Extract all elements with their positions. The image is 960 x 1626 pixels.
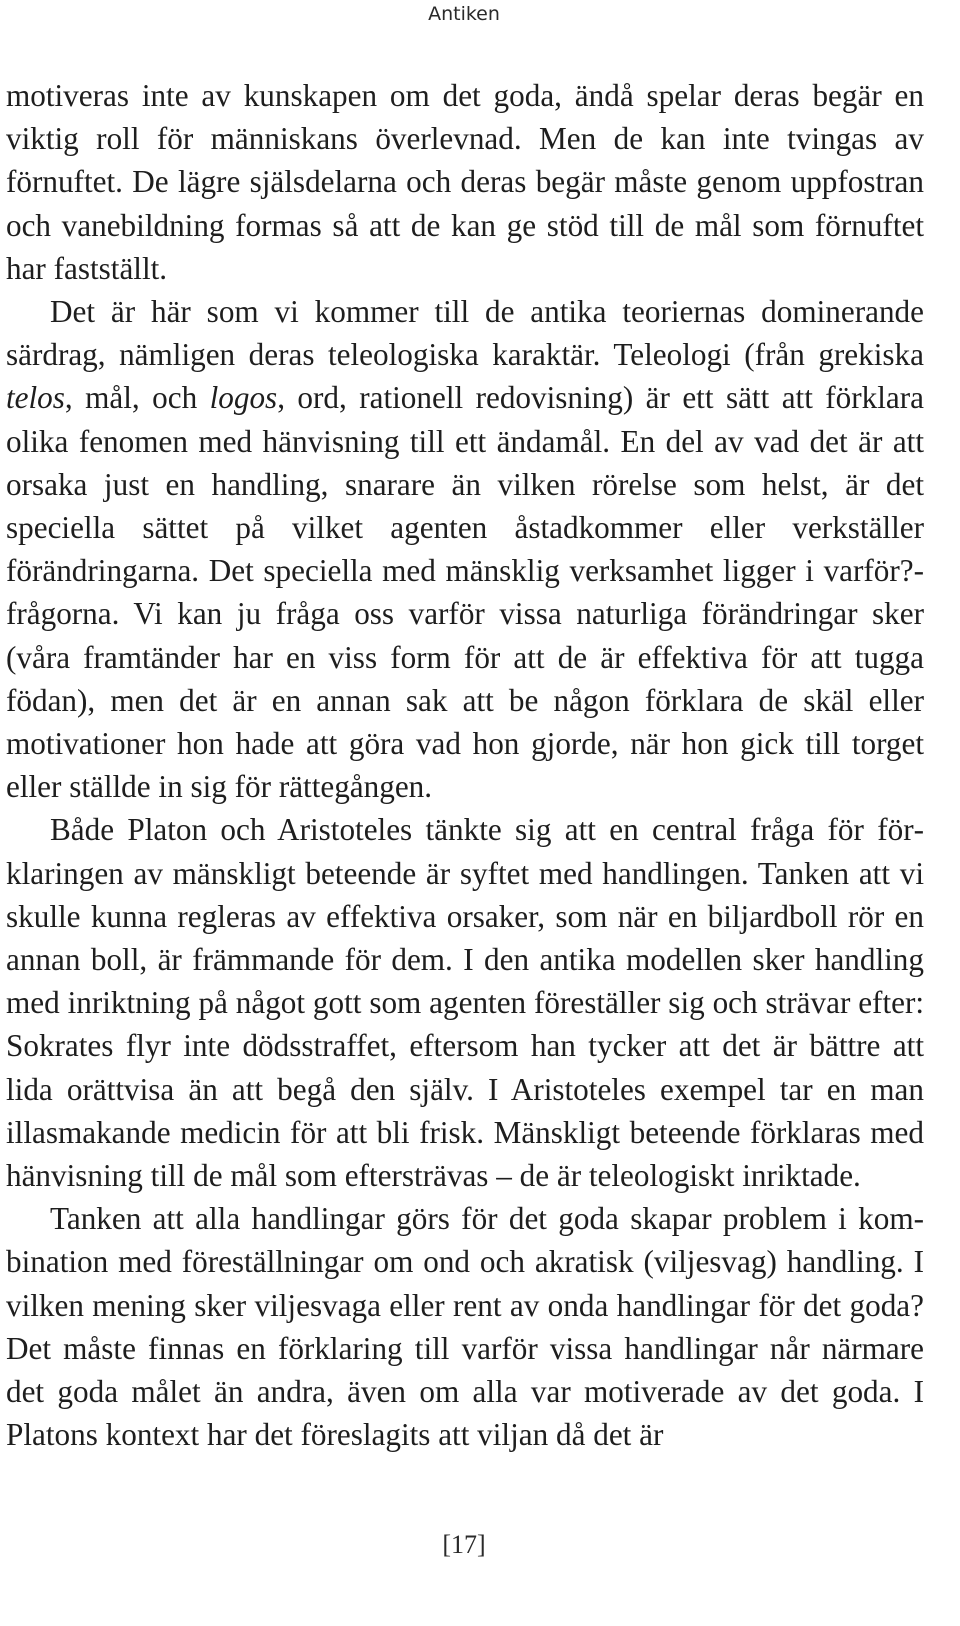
paragraph — [6, 74, 924, 290]
body-text — [6, 74, 924, 1457]
paragraph-text: Både Platon och Aristoteles tänkte sig att en central fråga för förklaringen av mänskligt beteende är syftet med handlingen. Tanken att vi skulle kunna regleras av effektiva orsaker, som när en biljardboll rör en annan boll, är främmande för dem. I den antika modellen sker handling med inriktning på något gott som agenten föreställer sig och strävar efter: Sokrates flyr inte dödsstraffet, eftersom han tycker att det är bättre att lida orättvisa än att begå den själv. I Aristoteles exempel tar en man illasmakande medicin för att bli frisk. Mänskligt beteende förklaras med hänvisning till de mål som eftersträvas – de är teleologiskt inriktade. — [6, 812, 924, 1194]
paragraph — [6, 290, 924, 808]
paragraph-text: Det är här som vi kommer till de antika teoriernas dominerande särdrag, nämligen deras teleologiska karaktär. Teleologi (från grekiska — [6, 294, 924, 373]
page-number: [17] — [442, 1530, 486, 1559]
paragraph-text: Tanken att alla handlingar görs för det goda skapar problem i kombination med föreställningar om ond och akratisk (viljesvag) handling. I vilken mening sker viljesvaga eller rent av onda handlingar för det goda? Det måste finnas en förklaring till varför vissa handlingar når närmare det goda målet än andra, även om alla var motiverade av det goda. I Platons kontext har det föreslagits att viljan då det är — [6, 1201, 924, 1453]
paragraph-text: , ord, rationell redovisning) är ett sätt att förklara olika fenomen med hänvisning till ett ändamål. En del av vad det är att orsaka just en handling, snarare än vilken rörelse som helst, är det speciella sättet på vilket agenten åstadkommer eller verkställer förändringarna. Det speciella med mänsklig verksamhet ligger i varför?-frågorna. Vi kan ju fråga oss varför vissa naturliga förändringar sker (våra framtänder har en viss form för att de är effektiva för att tugga födan), men det är en annan sak att be någon förklara de skäl eller motivationer hon hade att göra vad hon gjorde, när hon gick till torget eller ställde in sig för rättegången. — [6, 380, 924, 805]
paragraph — [6, 1197, 924, 1456]
paragraph-text: motiveras inte av kunskapen om det goda, ändå spelar deras begär en viktig roll för människans överlevnad. Men de kan inte tvingas av förnuftet. De lägre själsdelarna och deras begär måste genom uppfostran och vanebildning formas så att de kan ge stöd till de mål som förnuftet har fastställt. — [6, 78, 924, 286]
running-head: Antiken — [428, 3, 500, 25]
italic-term: telos — [6, 380, 65, 416]
paragraph — [6, 808, 924, 1197]
paragraph-text: , mål, och — [64, 380, 210, 416]
italic-term: logos — [209, 380, 278, 416]
